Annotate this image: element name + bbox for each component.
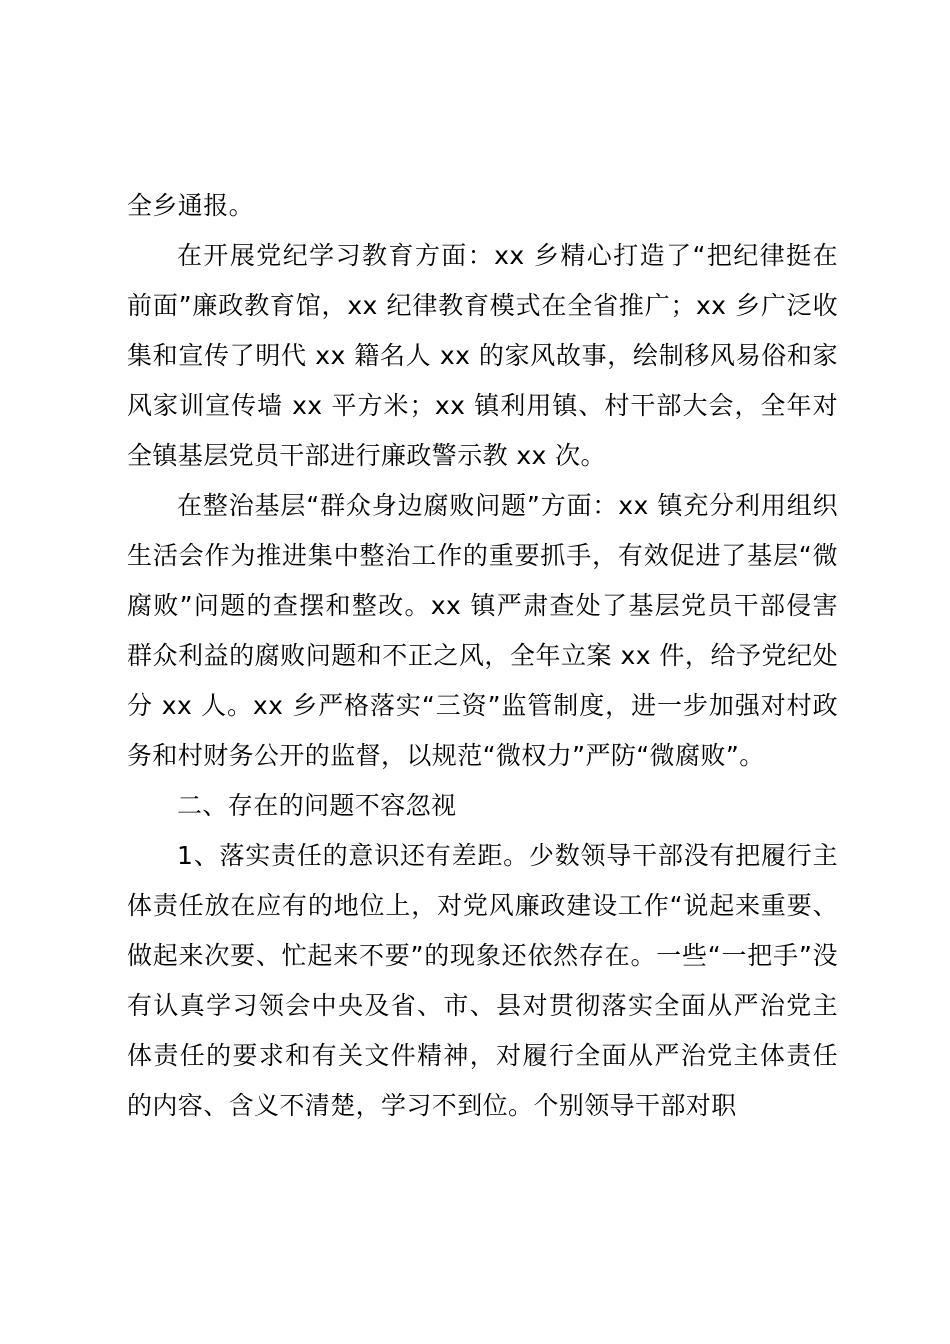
paragraph-3: 在整治基层“群众身边腐败问题”方面：xx 镇充分利用组织生活会作为推进集中整治工作的重要抓手，有效促进了基层“微腐败”问题的查摆和整改。xx 镇严肃查处了基层党员干部侵害群众利益的腐败问题和不正之风，全年立案 xx 件，给予党纪处分 xx 人。xx 乡严格落实“三资”监管制度，进一步加强对村政务和村财务公开的监督，以规范“微权力”严防“微腐败”。: [127, 491, 838, 770]
paragraph-2: 在开展党纪学习教育方面：xx 乡精心打造了“把纪律挺在前面”廉政教育馆，xx 纪律教育模式在全省推广；xx 乡广泛收集和宣传了明代 xx 籍名人 xx 的家风故事，绘制移风易俗和家风家训宣传墙 xx 平方米；xx 镇利用镇、村干部大会，全年对全镇基层党员干部进行廉政警示教 xx 次。: [127, 241, 838, 470]
section-heading: 二、存在的问题不容忽视: [177, 791, 457, 820]
paragraph-4: 1、落实责任的意识还有差距。少数领导干部没有把履行主体责任放在应有的地位上，对党风廉政建设工作“说起来重要、做起来次要、忙起来不要”的现象还依然存在。一些“一把手”没有认真学习领会中央及省、市、县对贯彻落实全面从严治党主体责任的要求和有关文件精神，对履行全面从严治党主体责任的内容、含义不清楚，学习不到位。个别领导干部对职: [127, 841, 838, 1120]
paragraph-1: 全乡通报。: [127, 191, 255, 220]
